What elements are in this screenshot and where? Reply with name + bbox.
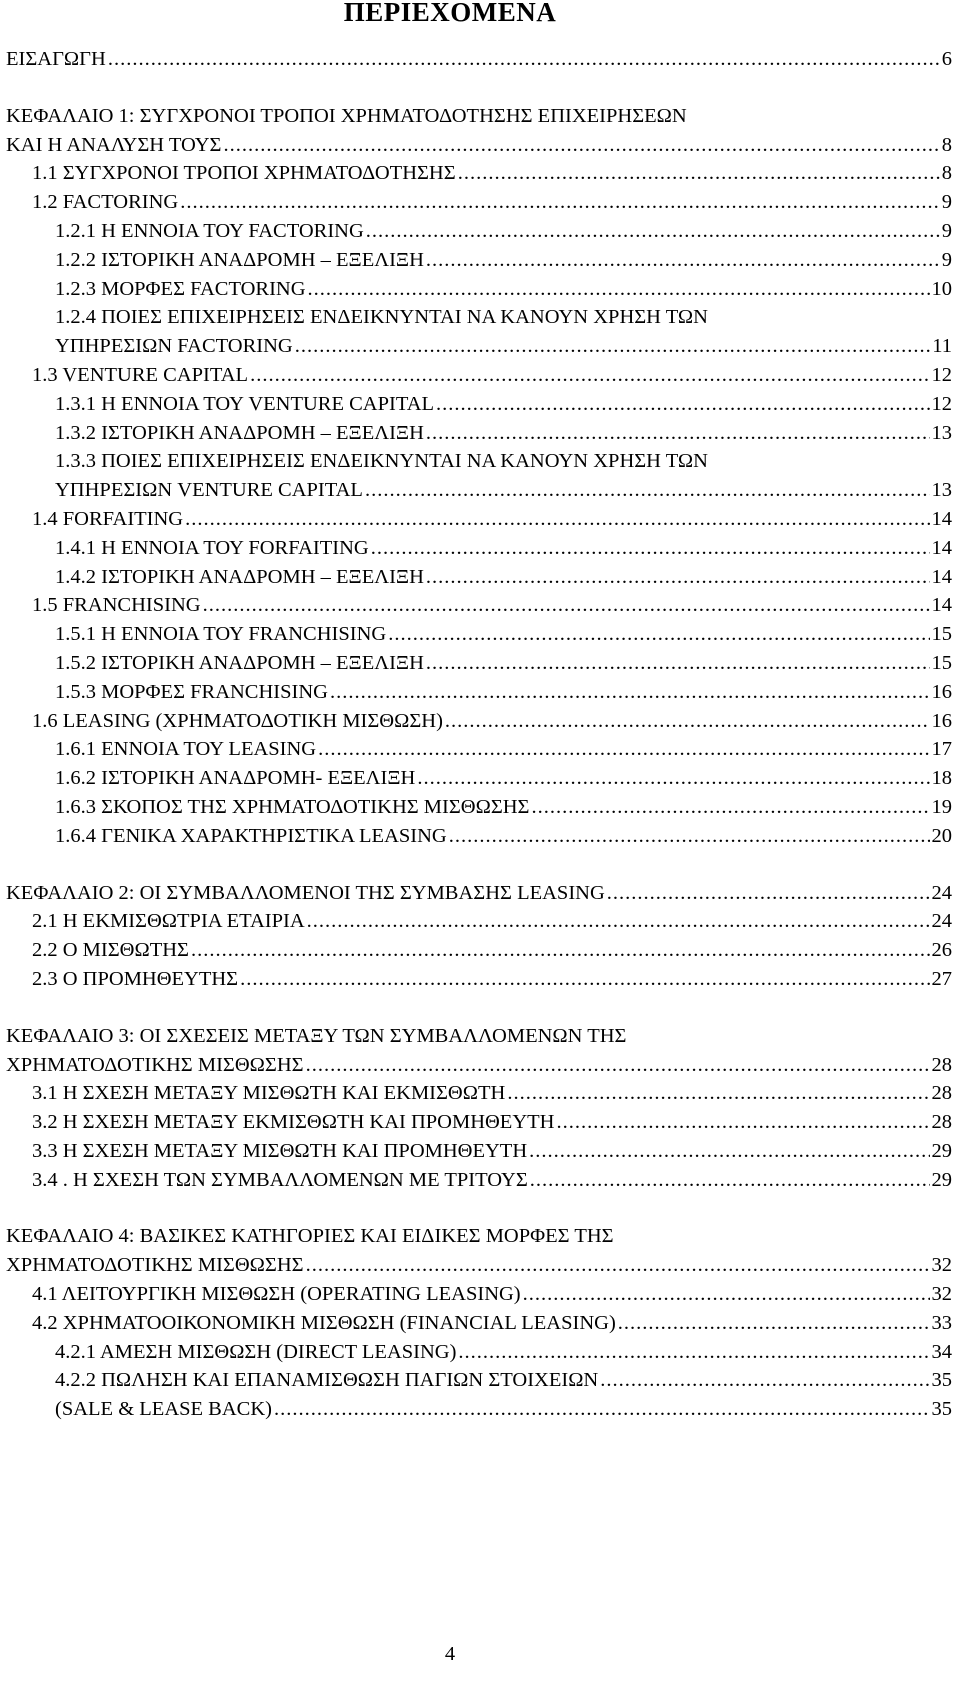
toc-entry-title: ΚΕΦΑΛΑΙΟ 1: ΣΥΓΧΡΟΝΟΙ ΤΡΟΠΟΙ ΧΡΗΜΑΤΟΔΟΤΗΣΗΣ ΕΠΙΧΕΙΡΗΣΕΩΝ <box>6 104 687 127</box>
toc-section-entry[interactable] <box>0 936 960 965</box>
toc-entry-title: 4.2.1 ΑΜΕΣΗ ΜΙΣΘΩΣΗ (DIRECT LEASING) <box>55 1340 457 1363</box>
toc-entry-page: 12 <box>931 392 952 415</box>
toc-entry-title: 3.4 . Η ΣΧΕΣΗ ΤΩΝ ΣΥΜΒΑΛΛΟΜΕΝΩΝ ΜΕ ΤΡΙΤΟΥΣ <box>32 1168 528 1191</box>
toc-section-entry[interactable] <box>0 591 960 620</box>
toc-entry-page: 15 <box>931 623 952 646</box>
toc-dot-leader <box>556 1108 929 1137</box>
toc-dot-leader <box>600 1366 929 1395</box>
toc-section-entry[interactable] <box>0 793 960 822</box>
toc-entry-title: 1.2.3 ΜΟΡΦΕΣ FACTORING <box>55 277 306 300</box>
toc-section-entry[interactable] <box>0 361 960 390</box>
toc-entry-page: 17 <box>931 738 952 761</box>
toc-section-entry[interactable] <box>0 303 960 332</box>
toc-entry-title: 1.2.1 Η ΕΝΝΟΙΑ ΤΟΥ FACTORING <box>55 219 364 242</box>
toc-entry-title: 1.5.1 Η ΕΝΝΟΙΑ ΤΟΥ FRANCHISING <box>55 623 387 646</box>
page-title: ΠΕΡΙΕΧΟΜΕΝΑ <box>343 0 557 27</box>
toc-dot-leader <box>224 131 940 160</box>
toc-chapter-entry[interactable] <box>0 45 960 74</box>
toc-entry-page: 34 <box>931 1340 952 1363</box>
toc-entry-page: 8 <box>941 162 952 185</box>
toc-dot-leader <box>607 879 930 908</box>
toc-spacer <box>0 1194 960 1222</box>
toc-chapter-entry[interactable] <box>0 131 960 160</box>
toc-dot-leader <box>371 534 930 563</box>
toc-entry-page: 16 <box>931 680 952 703</box>
toc-entry-page: 29 <box>931 1139 952 1162</box>
toc-entry-title: 1.6.3 ΣΚΟΠΟΣ ΤΗΣ ΧΡΗΜΑΤΟΔΟΤΙΚΗΣ ΜΙΣΘΩΣΗΣ <box>55 795 530 818</box>
toc-entry-page: 15 <box>931 651 952 674</box>
toc-section-entry[interactable] <box>0 505 960 534</box>
toc-dot-leader <box>306 1051 930 1080</box>
toc-entry-page: 9 <box>941 219 952 242</box>
toc-dot-leader <box>250 361 929 390</box>
toc-entry-page: 27 <box>931 967 952 990</box>
toc-section-entry[interactable] <box>0 390 960 419</box>
toc-entry-page: 14 <box>931 594 952 617</box>
toc-entry-title: 1.4.1 Η ΕΝΝΟΙΑ ΤΟΥ FORFAITING <box>55 536 369 559</box>
toc-dot-leader <box>185 505 929 534</box>
toc-section-entry[interactable] <box>0 419 960 448</box>
toc-entry-title: 1.6.4 ΓΕΝΙΚΑ ΧΑΡΑΚΤΗΡΙΣΤΙΚΑ LEASING <box>55 824 447 847</box>
toc-dot-leader <box>529 1137 929 1166</box>
toc-dot-leader <box>530 1166 930 1195</box>
toc-entry-title: 2.2 Ο ΜΙΣΘΩΤΗΣ <box>32 939 189 962</box>
toc-entry-title: 2.1 Η ΕΚΜΙΣΘΩΤΡΙΑ ΕΤΑΙΡΙΑ <box>32 910 305 933</box>
toc-entry-title: 2.3 Ο ΠΡΟΜΗΘΕΥΤΗΣ <box>32 967 239 990</box>
toc-dot-leader <box>191 936 930 965</box>
toc-chapter-entry[interactable] <box>0 102 960 131</box>
toc-chapter-entry[interactable] <box>0 1022 960 1051</box>
toc-dot-leader <box>417 764 929 793</box>
toc-spacer <box>0 74 960 102</box>
toc-entry-title: 1.2.2 ΙΣΤΟΡΙΚΗ ΑΝΑΔΡΟΜΗ – ΕΞΕΛΙΞΗ <box>55 248 424 271</box>
toc-entry-page: 24 <box>931 910 952 933</box>
toc-entry-page: 26 <box>931 939 952 962</box>
toc-dot-leader <box>308 275 930 304</box>
toc-section-entry[interactable] <box>0 764 960 793</box>
toc-entry-title: 1.6.2 ΙΣΤΟΡΙΚΗ ΑΝΑΔΡΟΜΗ- ΕΞΕΛΙΞΗ <box>55 767 416 790</box>
toc-section-entry[interactable] <box>0 707 960 736</box>
toc-dot-leader <box>306 1251 930 1280</box>
toc-section-entry[interactable] <box>0 965 960 994</box>
toc-dot-leader <box>445 707 930 736</box>
toc-entry-title: ΕΙΣΑΓΩΓΗ <box>6 48 106 70</box>
toc-chapter-entry[interactable] <box>0 1222 960 1251</box>
toc-section-entry[interactable] <box>0 1137 960 1166</box>
toc-entry-page: 32 <box>931 1254 952 1277</box>
toc-dot-leader <box>436 390 929 419</box>
toc-section-entry[interactable] <box>0 822 960 851</box>
toc-section-entry[interactable] <box>0 1395 960 1424</box>
toc-section-entry[interactable] <box>0 1338 960 1367</box>
toc-entry-title: 1.4 FORFAITING <box>32 507 184 530</box>
toc-entry-title: 1.6.1 ΕΝΝΟΙΑ ΤΟΥ LEASING <box>55 738 317 761</box>
toc-entry-title: ΚΕΦΑΛΑΙΟ 3: ΟΙ ΣΧΕΣΕΙΣ ΜΕΤΑΞΥ ΤΩΝ ΣΥΜΒΑΛΛΟΜΕΝΩΝ ΤΗΣ <box>6 1024 627 1047</box>
toc-section-entry[interactable] <box>0 620 960 649</box>
toc-entry-page: 24 <box>931 881 952 904</box>
toc-entry-page: 11 <box>932 335 952 358</box>
toc-section-entry[interactable] <box>0 188 960 217</box>
toc-dot-leader <box>366 217 940 246</box>
toc-entry-page: 33 <box>931 1311 952 1334</box>
toc-dot-leader <box>507 1079 929 1108</box>
toc-entry-title: 1.6 LEASING (ΧΡΗΜΑΤΟΔΟΤΙΚΗ ΜΙΣΘΩΣΗ) <box>32 709 443 732</box>
toc-entry-title: (SALE & LEASE BACK) <box>55 1398 272 1421</box>
toc-entry-title: 1.5.2 ΙΣΤΟΡΙΚΗ ΑΝΑΔΡΟΜΗ – ΕΞΕΛΙΞΗ <box>55 651 424 674</box>
toc-section-entry[interactable] <box>0 1309 960 1338</box>
toc-section-entry[interactable] <box>0 332 960 361</box>
toc-entry-page: 13 <box>931 479 952 502</box>
toc-dot-leader <box>180 188 940 217</box>
toc-entry-page: 14 <box>931 536 952 559</box>
toc-chapter-entry[interactable] <box>0 1051 960 1080</box>
toc-entry-title: 3.2 Η ΣΧΕΣΗ ΜΕΤΑΞΥ ΕΚΜΙΣΘΩΤΗ ΚΑΙ ΠΡΟΜΗΘΕΥΤΗ <box>32 1111 555 1134</box>
toc-entry-title: 1.3.2 ΙΣΤΟΡΙΚΗ ΑΝΑΔΡΟΜΗ – ΕΞΕΛΙΞΗ <box>55 421 424 444</box>
toc-dot-leader <box>426 419 930 448</box>
toc-dot-leader <box>618 1309 930 1338</box>
toc-section-entry[interactable] <box>0 907 960 936</box>
toc-entry-title: 1.3 VENTURE CAPITAL <box>32 363 249 386</box>
toc-entry-title: ΚΑΙ Η ΑΝΑΛΥΣΗ ΤΟΥΣ <box>6 133 222 156</box>
toc-section-entry[interactable] <box>0 447 960 476</box>
toc-section-entry[interactable] <box>0 678 960 707</box>
toc-entry-title: 3.3 Η ΣΧΕΣΗ ΜΕΤΑΞΥ ΜΙΣΘΩΤΗ ΚΑΙ ΠΡΟΜΗΘΕΥΤΗ <box>32 1139 528 1162</box>
toc-entry-title: 1.5.3 ΜΟΡΦΕΣ FRANCHISING <box>55 680 328 703</box>
toc-entry-page: 14 <box>931 507 952 530</box>
toc-entry-title: 1.1 ΣΥΓΧΡΟΝΟΙ ΤΡΟΠΟΙ ΧΡΗΜΑΤΟΔΟΤΗΣΗΣ <box>32 162 456 185</box>
toc-dot-leader <box>523 1280 930 1309</box>
toc-section-entry[interactable] <box>0 476 960 505</box>
toc-section-entry[interactable] <box>0 649 960 678</box>
toc-spacer <box>0 994 960 1022</box>
toc-dot-leader <box>532 793 930 822</box>
toc-entry-title: 1.2 FACTORING <box>32 191 179 214</box>
toc-dot-leader <box>458 1338 929 1367</box>
toc-entry-page: 20 <box>931 824 952 847</box>
toc-section-entry[interactable] <box>0 217 960 246</box>
toc-entry-title: 4.2 ΧΡΗΜΑΤΟΟΙΚΟΝΟΜΙΚΗ ΜΙΣΘΩΣΗ (FINANCIAL LEASING) <box>32 1311 616 1334</box>
toc-chapter-entry[interactable] <box>0 879 960 908</box>
toc-dot-leader <box>295 332 931 361</box>
toc-entry-page: 8 <box>941 133 952 156</box>
toc-dot-leader <box>458 159 940 188</box>
toc-entry-page: 28 <box>931 1111 952 1134</box>
toc-dot-leader <box>449 822 930 851</box>
toc-dot-leader <box>388 620 929 649</box>
toc-entry-title: 3.1 Η ΣΧΕΣΗ ΜΕΤΑΞΥ ΜΙΣΘΩΤΗ ΚΑΙ ΕΚΜΙΣΘΩΤΗ <box>32 1082 506 1105</box>
toc-dot-leader <box>426 649 930 678</box>
toc-entry-page: 9 <box>941 248 952 271</box>
toc-entry-title: 1.3.1 Η ΕΝΝΟΙΑ ΤΟΥ VENTURE CAPITAL <box>55 392 435 415</box>
toc-chapter-entry[interactable] <box>0 1251 960 1280</box>
toc-dot-leader <box>426 246 940 275</box>
toc-section-entry[interactable] <box>0 1280 960 1309</box>
page-number: 4 <box>444 1643 456 1665</box>
toc-entry-title: ΧΡΗΜΑΤΟΔΟΤΙΚΗΣ ΜΙΣΘΩΣΗΣ <box>6 1053 304 1076</box>
toc-entry-title: ΥΠΗΡΕΣΙΩΝ VENTURE CAPITAL <box>55 479 363 502</box>
toc-entry-title: ΚΕΦΑΛΑΙΟ 2: ΟΙ ΣΥΜΒΑΛΛΟΜΕΝΟΙ ΤΗΣ ΣΥΜΒΑΣΗΣ LEASING <box>6 881 605 904</box>
toc-spacer <box>0 851 960 879</box>
toc-section-entry[interactable] <box>0 563 960 592</box>
toc-section-entry[interactable] <box>0 246 960 275</box>
toc-entry-page: 18 <box>931 767 952 790</box>
toc-entry-page: 10 <box>931 277 952 300</box>
toc-entry-page: 16 <box>931 709 952 732</box>
toc-dot-leader <box>240 965 929 994</box>
toc-section-entry[interactable] <box>0 1108 960 1137</box>
toc-entry-page: 6 <box>941 48 952 70</box>
toc-dot-leader <box>365 476 930 505</box>
toc-dot-leader <box>330 678 930 707</box>
toc-section-entry[interactable] <box>0 1166 960 1195</box>
toc-dot-leader <box>274 1395 930 1424</box>
toc-section-entry[interactable] <box>0 159 960 188</box>
toc-dot-leader <box>426 563 930 592</box>
toc-entry-title: 1.5 FRANCHISING <box>32 594 201 617</box>
table-of-contents <box>0 45 960 1424</box>
toc-dot-leader <box>318 735 929 764</box>
toc-entry-title: 4.1 ΛΕΙΤΟΥΡΓΙΚΗ ΜΙΣΘΩΣΗ (OPERATING LEASING) <box>32 1283 521 1306</box>
toc-section-entry[interactable] <box>0 735 960 764</box>
toc-section-entry[interactable] <box>0 1366 960 1395</box>
toc-entry-page: 28 <box>931 1082 952 1105</box>
toc-entry-title: 1.2.4 ΠΟΙΕΣ ΕΠΙΧΕΙΡΗΣΕΙΣ ΕΝΔΕΙΚΝΥΝΤΑΙ ΝΑ ΚΑΝΟΥΝ ΧΡΗΣΗ ΤΩΝ <box>55 306 708 329</box>
toc-entry-title: ΥΠΗΡΕΣΙΩΝ FACTORING <box>55 335 293 358</box>
toc-dot-leader <box>307 907 930 936</box>
toc-dot-leader <box>108 45 940 74</box>
toc-entry-title: 1.4.2 ΙΣΤΟΡΙΚΗ ΑΝΑΔΡΟΜΗ – ΕΞΕΛΙΞΗ <box>55 565 424 588</box>
toc-entry-title: 4.2.2 ΠΩΛΗΣΗ ΚΑΙ ΕΠΑΝΑΜΙΣΘΩΣΗ ΠΑΓΙΩΝ ΣΤΟΙΧΕΙΩΝ <box>55 1369 599 1392</box>
toc-entry-page: 14 <box>931 565 952 588</box>
toc-entry-page: 29 <box>931 1168 952 1191</box>
toc-section-entry[interactable] <box>0 1079 960 1108</box>
toc-dot-leader <box>203 591 930 620</box>
toc-section-entry[interactable] <box>0 534 960 563</box>
toc-entry-page: 32 <box>931 1283 952 1306</box>
toc-entry-page: 12 <box>931 363 952 386</box>
toc-section-entry[interactable] <box>0 275 960 304</box>
toc-entry-page: 35 <box>931 1398 952 1421</box>
toc-entry-page: 19 <box>931 795 952 818</box>
toc-entry-page: 13 <box>931 421 952 444</box>
toc-entry-page: 35 <box>931 1369 952 1392</box>
toc-entry-page: 28 <box>931 1053 952 1076</box>
toc-entry-title: 1.3.3 ΠΟΙΕΣ ΕΠΙΧΕΙΡΗΣΕΙΣ ΕΝΔΕΙΚΝΥΝΤΑΙ ΝΑ ΚΑΝΟΥΝ ΧΡΗΣΗ ΤΩΝ <box>55 450 708 473</box>
toc-entry-title: ΚΕΦΑΛΑΙΟ 4: ΒΑΣΙΚΕΣ ΚΑΤΗΓΟΡΙΕΣ ΚΑΙ ΕΙΔΙΚΕΣ ΜΟΡΦΕΣ ΤΗΣ <box>6 1225 614 1248</box>
toc-entry-title: ΧΡΗΜΑΤΟΔΟΤΙΚΗΣ ΜΙΣΘΩΣΗΣ <box>6 1254 304 1277</box>
toc-entry-page: 9 <box>941 191 952 214</box>
